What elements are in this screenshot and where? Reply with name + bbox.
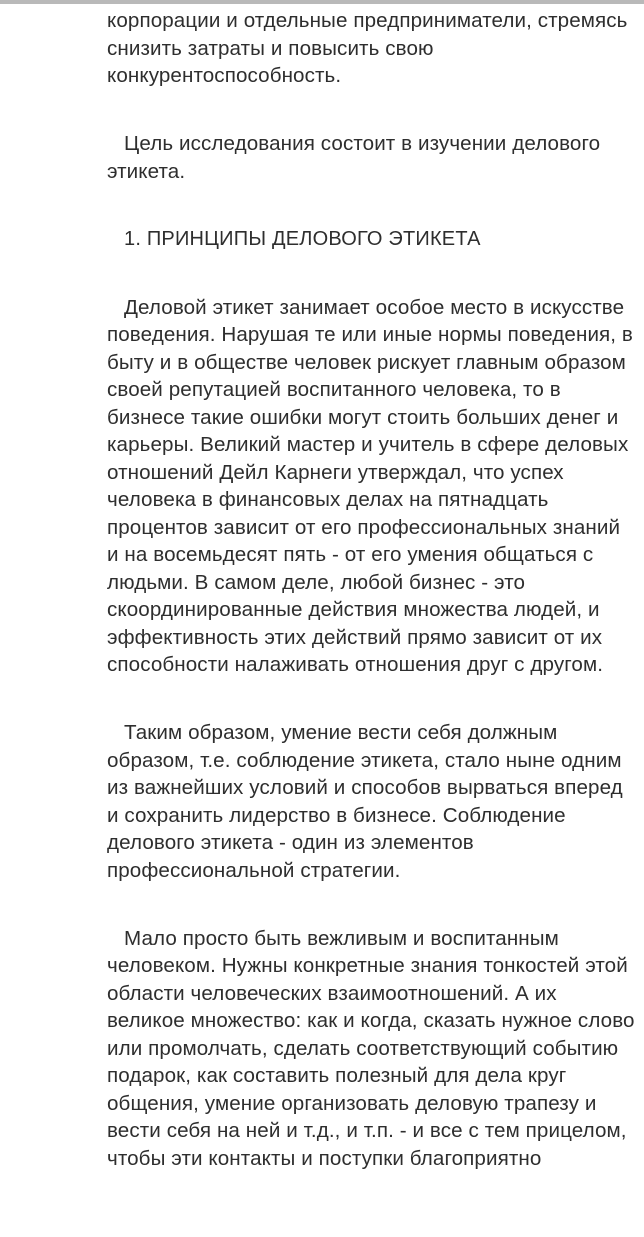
document-page <box>107 7 637 1172</box>
body-paragraph: Деловой этикет занимает особое место в искусстве поведения. Нарушая те или иные нормы поведения, в быту и в обществе человек рискует главным образом своей репутацией воспитанного человека, то в бизнесе такие ошибки могут стоить больших денег и карьеры. Великий мастер и учитель в сфере деловых отношений Дейл Карнеги утверждал, что успех человека в финансовых делах на пятнадцать процентов зависит от его профессиональных знаний и на восемьдесят пять - от его умения общаться с людьми. В самом деле, любой бизнес - это скоординированные действия множества людей, и эффективность этих действий прямо зависит от их способности налаживать отношения друг с другом. <box>107 295 633 676</box>
paragraph-gap <box>107 90 637 131</box>
paragraph-gap <box>107 253 637 294</box>
body-paragraph: Мало просто быть вежливым и воспитанным человеком. Нужны конкретные знания тонкостей этой области человеческих взаимоотношений. А их великое множество: как и когда, сказать нужное слово или промолчать, сделать соответствующий событию подарок, как составить полезный для дела круг общения, умение организовать деловую трапезу и вести себя на ней и т.д., и т.п. - и все с тем прицелом, чтобы эти контакты и поступки благоприятно <box>107 926 635 1170</box>
section-heading: 1. ПРИНЦИПЫ ДЕЛОВОГО ЭТИКЕТА <box>124 227 481 250</box>
goal-paragraph: Цель исследования состоит в изучении делового этикета. <box>107 132 601 183</box>
body-paragraph: Таким образом, умение вести себя должным образом, т.е. соблюдение этикета, стало ныне одним из важнейших условий и способов вырваться вперед и сохранить лидерство в бизнесе. Соблюдение делового этикета - один из элементов профессиональной стратегии. <box>107 721 623 882</box>
paragraph-gap <box>107 884 637 925</box>
intro-paragraph: корпорации и отдельные предприниматели, стремясь снизить затраты и повысить свою конкурентоспособность. <box>107 9 628 87</box>
paragraph-gap <box>107 185 637 226</box>
paragraph-gap <box>107 679 637 720</box>
top-scroll-edge <box>0 0 644 4</box>
